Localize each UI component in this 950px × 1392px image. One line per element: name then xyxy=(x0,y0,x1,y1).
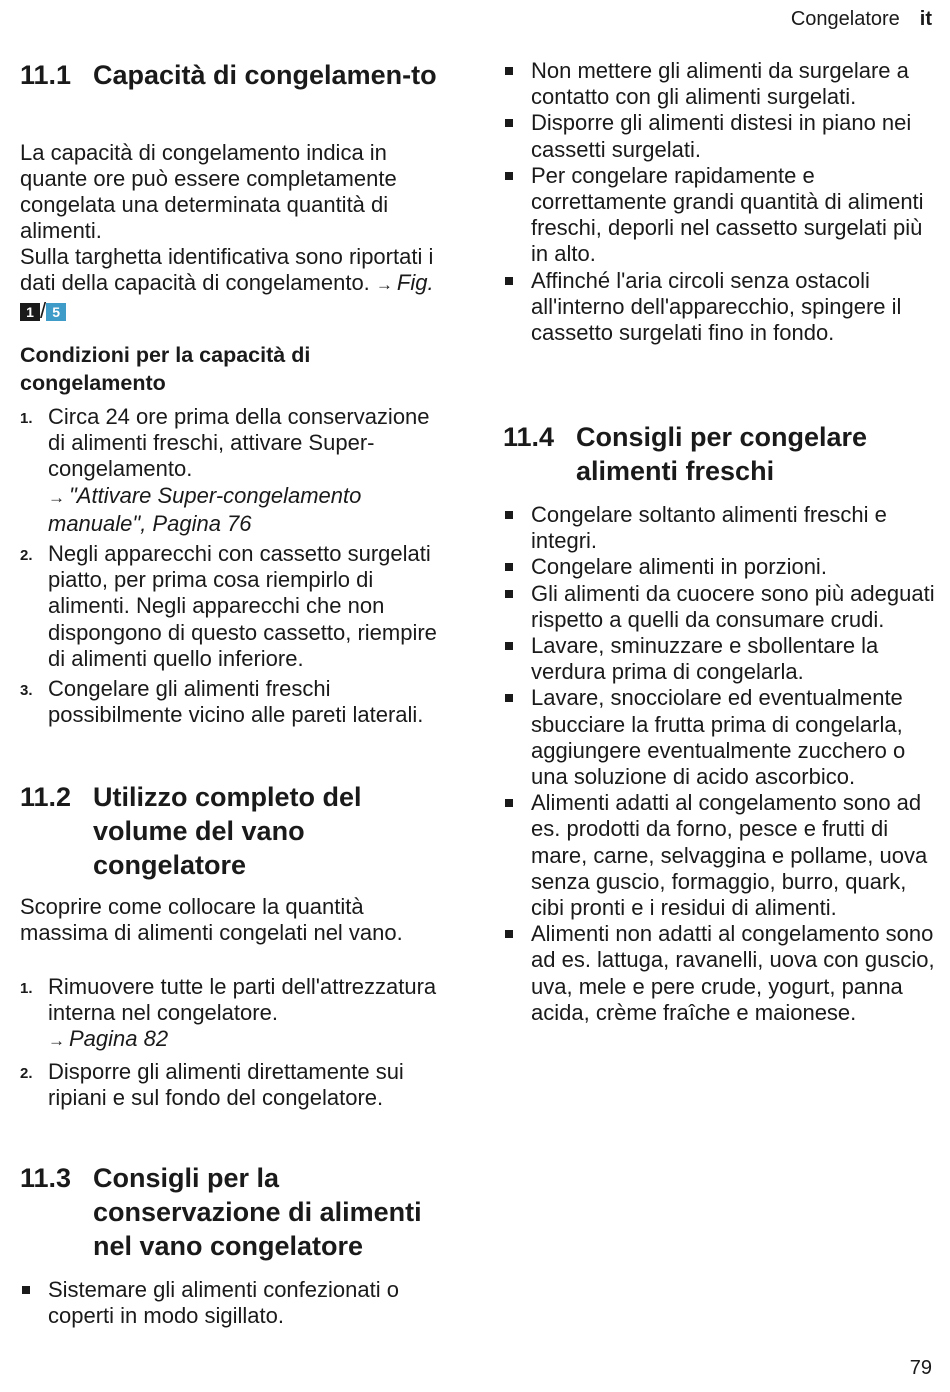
bullet-item xyxy=(503,685,935,790)
section-number: 11.1 xyxy=(20,60,72,90)
bullet-item xyxy=(503,268,935,347)
bullet-text: Disporre gli alimenti distesi in piano nei cassetti surgelati. xyxy=(531,110,912,162)
freezing-conditions-subheading: Condizioni per la capacità di congelamento xyxy=(20,343,311,395)
fig-reference-prefix: Fig. xyxy=(396,270,434,295)
bullet-item xyxy=(503,921,935,1026)
section-11-4-heading xyxy=(503,420,935,488)
section-number: 11.3 xyxy=(20,1163,72,1193)
step-item xyxy=(20,974,450,1055)
step-text: Negli apparecchi con cassetto surgelati piatto, per prima cosa riempirlo di alimenti. Negli apparecchi che non dispongono di questo cassetto, riempire di alimenti quello inferiore. xyxy=(48,541,437,671)
bullet-item xyxy=(503,163,935,268)
bullet-item xyxy=(503,502,935,554)
step-number: 3. xyxy=(20,682,33,700)
section-11-3-bullets-continued xyxy=(503,58,935,346)
bullet-square-icon xyxy=(505,642,513,650)
section-title: Consigli per congelare alimenti freschi xyxy=(576,422,868,486)
bullet-text: Affinché l'aria circoli senza ostacoli all'interno dell'apparecchio, spingere il cassetto surgelati fino in fondo. xyxy=(531,267,902,346)
section-11-2-intro: Scoprire come collocare la quantità massima di alimenti congelati nel vano. xyxy=(20,894,403,945)
bullet-square-icon xyxy=(505,590,513,598)
bullet-item xyxy=(503,110,935,162)
section-11-2-heading xyxy=(20,780,450,882)
bullet-item xyxy=(20,1277,450,1329)
step-item xyxy=(20,404,450,537)
bullet-square-icon xyxy=(505,563,513,571)
section-11-1-steps xyxy=(20,404,450,728)
section-11-3-heading xyxy=(20,1161,450,1263)
page-number: 79 xyxy=(909,1357,932,1379)
arrow-right-icon: → xyxy=(48,1031,65,1051)
bullet-square-icon xyxy=(505,172,513,180)
bullet-text: Congelare alimenti in porzioni. xyxy=(531,554,827,580)
bullet-square-icon xyxy=(505,799,513,807)
bullet-square-icon xyxy=(505,511,513,519)
step-number: 2. xyxy=(20,547,33,565)
bullet-item xyxy=(503,581,935,633)
step-text: Disporre gli alimenti direttamente sui ripiani e sul fondo del congelatore. xyxy=(48,1058,404,1110)
bullet-text: Lavare, sminuzzare e sbollentare la verdura prima di congelarla. xyxy=(531,633,879,685)
figure-badge-1: 1 xyxy=(20,303,40,321)
bullet-text: Alimenti non adatti al congelamento sono ad es. lattuga, ravanelli, uova con guscio, uva, mele e pere crude, yogurt, panna acida, crème fraîche e maionese. xyxy=(531,921,935,1025)
section-11-1-heading xyxy=(20,58,450,92)
cross-reference-text: "Attivare Super-congelamento manuale", Pagina 76 xyxy=(48,482,362,536)
bullet-text: Non mettere gli alimenti da surgelare a contatto con gli alimenti surgelati. xyxy=(531,58,909,110)
step-number: 1. xyxy=(20,980,33,997)
bullet-square-icon xyxy=(505,67,513,75)
figure-separator: / xyxy=(40,298,47,323)
bullet-text: Sistemare gli alimenti confezionati o coperti in modo sigillato. xyxy=(48,1277,399,1329)
bullet-item xyxy=(503,554,935,580)
section-title: Consigli per la conservazione di alimenti nel vano congelatore xyxy=(93,1163,422,1261)
header-language-code: it xyxy=(919,8,932,30)
bullet-item xyxy=(503,790,935,921)
section-11-3-bullets-start xyxy=(20,1277,450,1329)
section-title: Utilizzo completo del volume del vano congelatore xyxy=(93,782,362,880)
bullet-text: Gli alimenti da cuocere sono più adeguati rispetto a quelli da consumare crudi. xyxy=(531,580,935,632)
cross-reference-link[interactable] xyxy=(48,1026,450,1054)
step-item xyxy=(20,1059,450,1111)
cross-reference-text: Pagina 82 xyxy=(69,1026,169,1052)
arrow-right-icon: → xyxy=(48,487,65,507)
step-number: 2. xyxy=(20,1064,33,1082)
bullet-square-icon xyxy=(505,930,513,938)
bullet-square-icon xyxy=(505,694,513,702)
bullet-text: Per congelare rapidamente e correttamente grandi quantità di alimenti freschi, deporli nel cassetto surgelati più in alto. xyxy=(531,162,924,267)
step-text: Rimuovere tutte le parti dell'attrezzatura interna nel congelatore. xyxy=(48,974,437,1026)
bullet-item xyxy=(503,633,935,685)
step-item xyxy=(20,541,450,672)
section-title: Capacità di congelamen-to xyxy=(93,60,437,90)
figure-badge-5: 5 xyxy=(46,303,66,321)
bullet-text: Lavare, snocciolare ed eventualmente sbucciare la frutta prima di congelarla, aggiungere eventualmente zucchero o una soluzione di acido ascorbico. xyxy=(531,685,906,790)
section-number: 11.4 xyxy=(503,422,555,452)
section-11-1-intro xyxy=(20,140,435,324)
bullet-square-icon xyxy=(505,277,513,285)
label-text: Sulla targhetta identificativa sono riportati i dati della capacità di congelamento. xyxy=(20,244,434,295)
bullet-square-icon xyxy=(22,1286,30,1294)
cross-reference-link[interactable] xyxy=(48,483,450,537)
page-header xyxy=(791,8,932,31)
bullet-text: Congelare soltanto alimenti freschi e integri. xyxy=(531,502,887,554)
section-11-2-steps xyxy=(20,974,450,1111)
header-section-title: Congelatore xyxy=(790,8,900,30)
bullet-text: Alimenti adatti al congelamento sono ad es. prodotti da forno, pesce e frutti di mare, carne, selvaggina e pollame, uova senza guscio, formaggio, burro, quark, cibi pronti e i residui di alimenti. xyxy=(531,790,928,921)
step-number: 1. xyxy=(20,410,33,427)
step-text: Congelare gli alimenti freschi possibilmente vicino alle pareti laterali. xyxy=(48,676,424,728)
arrow-right-icon: → xyxy=(375,275,393,294)
step-item xyxy=(20,676,450,728)
bullet-item xyxy=(503,58,935,110)
bullet-square-icon xyxy=(505,119,513,127)
step-text: Circa 24 ore prima della conservazione di alimenti freschi, attivare Super-congelamento. xyxy=(48,404,430,482)
section-number: 11.2 xyxy=(20,782,72,812)
intro-text: La capacità di congelamento indica in quante ore può essere completamente congelata una determinata quantità di alimenti. xyxy=(20,140,397,243)
section-11-4-bullets xyxy=(503,502,935,1026)
